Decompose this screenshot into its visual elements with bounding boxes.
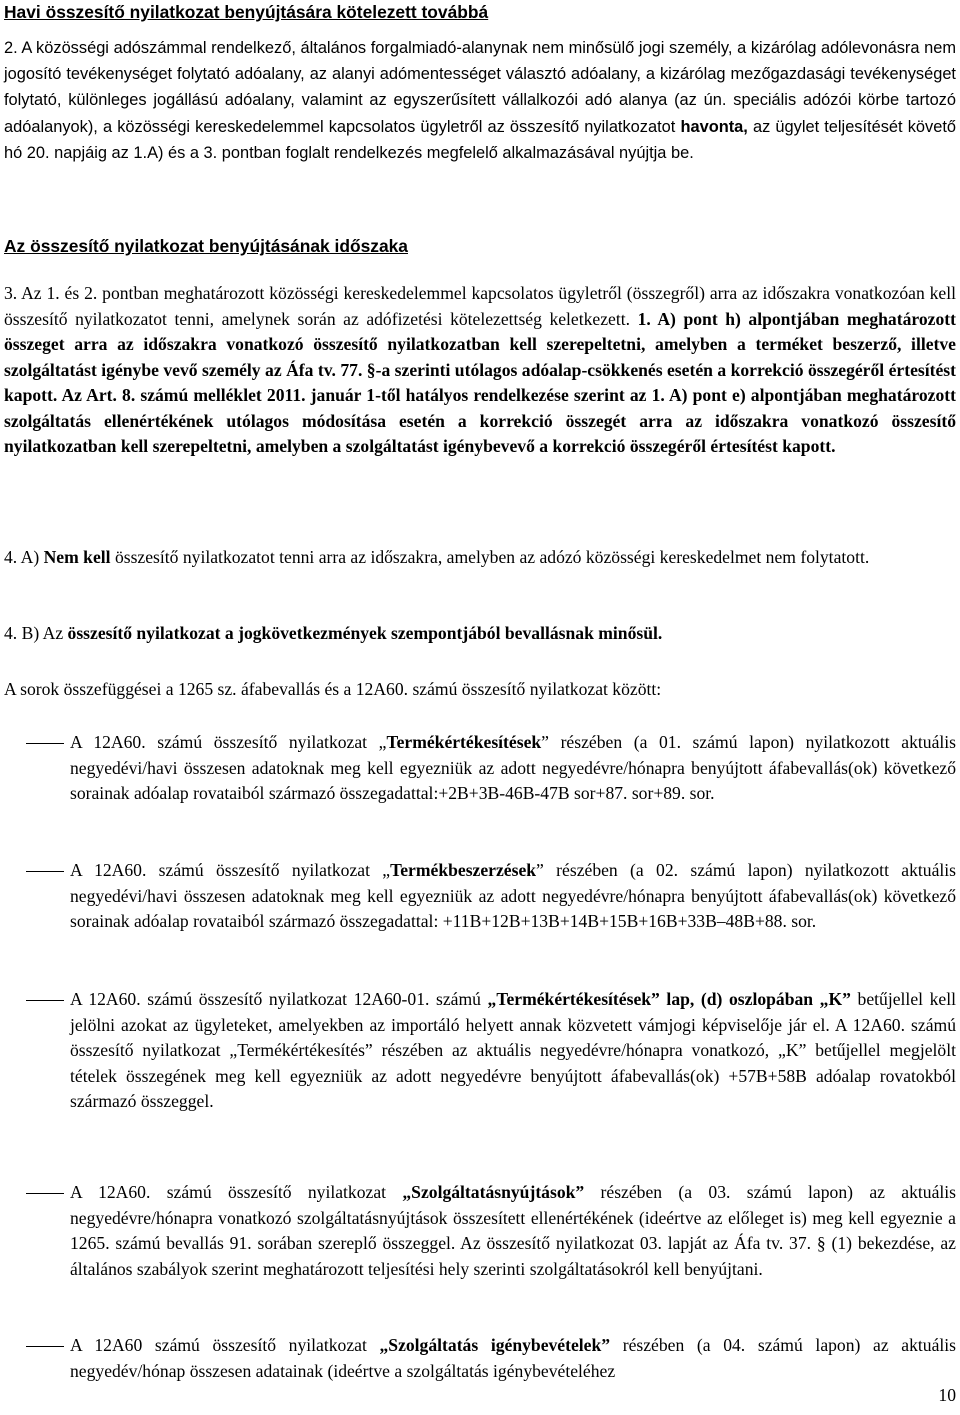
section-heading-period: Az összesítő nyilatkozat benyújtásának időszaka — [4, 236, 408, 256]
paragraph-2: 2. A közösségi adószámmal rendelkező, általános forgalmiadó-alanynak nem minősülő jogi személy, a kizárólag adólevonásra nem jogosító tevékenységet folytató adóalany, az alanyi adómentességet választó adóalany, a kizárólag mezőgazdasági tevékenységet folytató, különleges jogállású adóalany, valamint az egyszerűsített vállalkozói adó alanya (az ún. speciális adózói körbe tartozó adóalanyok), a közösségi kereskedelemmel kapcsolatos ügyletről az összesítő nyilatkozatot havonta, az ügylet teljesítését követő hó 20. napjáig az 1.A) és a 3. pontban foglalt rendelkezés megfelelő alkalmazásával nyújtja be. — [4, 39, 956, 162]
list-item-termekertekesitesek: A 12A60. számú összesítő nyilatkozat „Termékértékesítések” részében (a 01. számú lapon) nyilatkozott aktuális negyedévi/havi összesen adatoknak meg kell egyezniük az adott negyedévre/hónapra benyújtott áfabevallás(ok) következő sorainak adóalap rovataiból származó összegadattal:+2B+3B-46B-47B sor+87. sor+89. sor. — [70, 732, 956, 803]
page-number: 10 — [938, 1385, 956, 1405]
dash-bullet — [26, 871, 64, 872]
paragraph-3: 3. Az 1. és 2. pontban meghatározott közösségi kereskedelemmel kapcsolatos ügyletről (összegről) arra az időszakra vonatkozóan kell összesítő nyilatkozatot tenni, amelynek során az adófizetési kötelezettség keletkezett. 1. A) pont h) alpontjában meghatározott összeget arra az időszakra vonatkozó összesítő nyilatkozatban kell szerepeltetni, amelyben a terméket beszerző, illetve szolgáltatást igénybe vevő személy az Áfa tv. 77. §-a szerinti utólagos adóalap-csökkenés esetén a korrekció összegéről értesítést kapott. Az Art. 8. számú melléklet 2011. január 1-től hatályos rendelkezése szerint az 1. A) pont e) alpontjában meghatározott szolgáltatás ellenértékének utólagos módosítása esetén a korrekció összegét arra az időszakra vonatkozó összesítő nyilatkozatban kell szerepeltetni, amelyben a szolgáltatást igénybevevő a korrekció összegéről értesítést kapott. — [4, 283, 956, 456]
list-item-k-betujel: A 12A60. számú összesítő nyilatkozat 12A60-01. számú „Termékértékesítések” lap, (d) oszlopában „K” betűjellel kell jelölni azokat az ügyleteket, amelyekben az importáló helyett annak közvetett vámjogi képviselője jár el. A 12A60. számú összesítő nyilatkozat „Termékértékesítés” részében az aktuális negyedévre/hónapra vonatkozó, „K” betűjellel megjelölt tételek összegének meg kell egyezniük az adott negyedévre benyújtott áfabevallás(ok) +57B+58B adóalap rovatokból származó összeggel. — [70, 989, 956, 1111]
paragraph-rows-relation: A sorok összefüggései a 1265 sz. áfabevallás és a 12A60. számú összesítő nyilatkozat között: — [4, 679, 662, 699]
paragraph-4a: 4. A) Nem kell összesítő nyilatkozatot tenni arra az időszakra, amelyben az adózó közösségi kereskedelmet nem folytatott. — [4, 547, 870, 567]
section-heading-monthly: Havi összesítő nyilatkozat benyújtására kötelezett továbbá — [4, 2, 489, 22]
list-item-termekbeszerzesek: A 12A60. számú összesítő nyilatkozat „Termékbeszerzések” részében (a 02. számú lapon) nyilatkozott aktuális negyedévi/havi összesen adatoknak meg kell egyezniük az adott negyedévre/hónapra benyújtott áfabevallás(ok) következő sorainak adóalap rovataiból származó összegadattal: +11B+12B+13B+14B+15B+16B+33B–48B+88. sor. — [70, 860, 957, 931]
list-item-szolgaltatas-igenybevetelek: A 12A60 számú összesítő nyilatkozat „Szolgáltatás igénybevételek” részében (a 04. számú lapon) az aktuális negyedév/hónap összesen adatainak (ideértve a szolgáltatás igénybevételéhez — [70, 1335, 956, 1381]
dash-bullet — [26, 1193, 64, 1194]
dash-bullet — [26, 1000, 64, 1001]
list-item-szolgaltatasnyujtasok: A 12A60. számú összesítő nyilatkozat „Szolgáltatásnyújtások” részében (a 03. számú lapon) az aktuális negyedévre/hónapra vonatkozó szolgáltatásnyújtások összesített ellenértékének (ideértve az előleget is) meg kell egyeznie a 1265. számú bevallás 91. sorában szereplő összeggel. Az összesítő nyilatkozat 03. lapját az Áfa tv. 37. § (1) bekezdése, az általános szabályok szerint meghatározott teljesítési hely szerinti szolgáltatásokról kell benyújtani. — [70, 1182, 957, 1279]
dash-bullet — [26, 1346, 64, 1347]
dash-bullet — [26, 743, 64, 744]
paragraph-4b: 4. B) Az összesítő nyilatkozat a jogkövetkezmények szempontjából bevallásnak minősül. — [4, 623, 663, 643]
